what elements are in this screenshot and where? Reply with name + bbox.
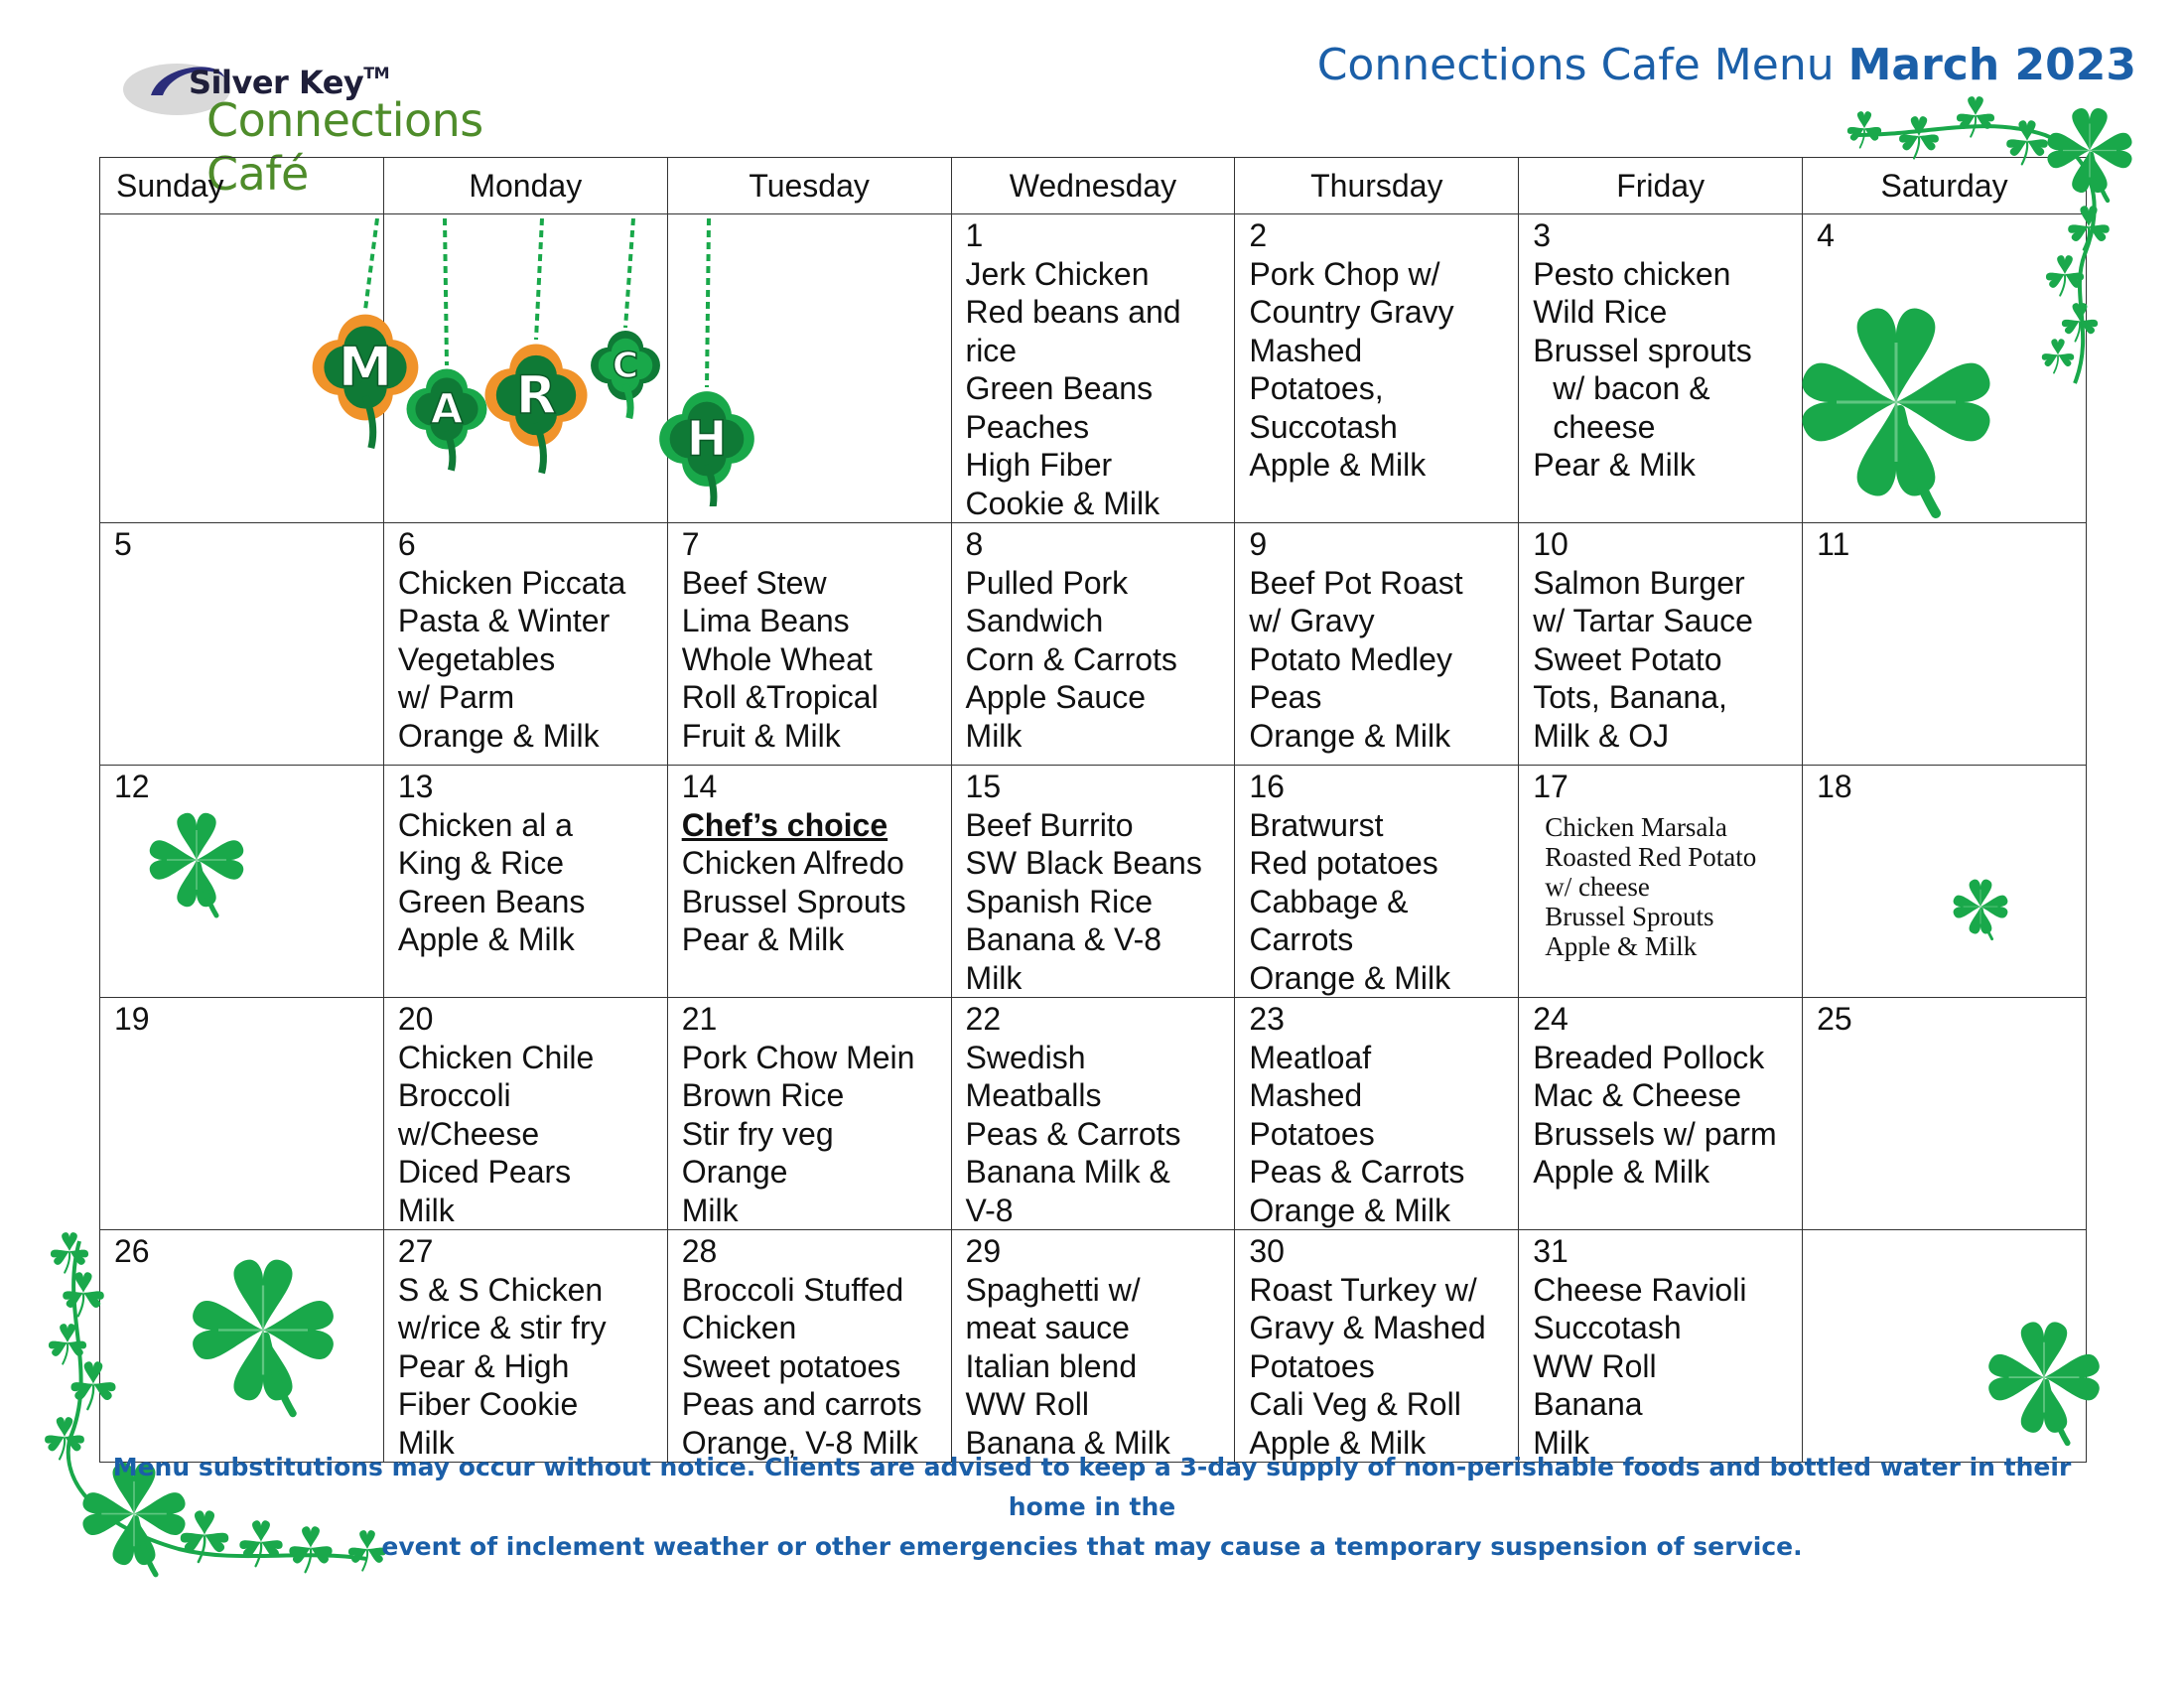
weekday-header: Monday (383, 158, 667, 214)
menu-item: Brussel Sprouts (1545, 901, 1714, 931)
menu-item: Whole Wheat (681, 640, 873, 677)
menu-item: Bratwurst (1249, 806, 1384, 843)
menu-item: Brussel sprouts (1533, 332, 1752, 368)
menu-item: V-8 (965, 1192, 1014, 1228)
day-cell (951, 523, 1235, 766)
logo-name: Connections Café (206, 93, 483, 201)
menu-item: Lima Beans (681, 603, 850, 638)
day-number: 28 (681, 1233, 718, 1269)
day-number: 13 (397, 769, 434, 804)
menu-item: Sweet Potato (1533, 640, 1722, 677)
banner-letter: A (430, 384, 464, 434)
menu-item: Sandwich (965, 603, 1104, 638)
menu-item: Chicken Chile (397, 1039, 595, 1075)
march-hanging-banner (298, 218, 794, 506)
menu-item: w/ Parm (397, 679, 515, 715)
menu-item: Italian blend (965, 1347, 1138, 1384)
menu-item: Succotash (1533, 1310, 1682, 1345)
footer-line: event of inclement weather or other emergencies that may cause a temporary suspension of service. (381, 1532, 1803, 1561)
menu-item: Salmon Burger (1533, 564, 1745, 601)
menu-item: Cali Veg & Roll (1249, 1386, 1461, 1422)
day-cell (383, 766, 667, 998)
menu-item: rice (965, 332, 1018, 368)
day-number: 20 (397, 1001, 434, 1037)
menu-item: cheese (1553, 408, 1656, 445)
day-number: 29 (965, 1233, 1002, 1269)
banner-clover (484, 344, 587, 473)
day-cell (667, 1230, 951, 1463)
banner-letter: M (338, 335, 393, 399)
menu-item: Spanish Rice (965, 883, 1154, 919)
weekday-header: Saturday (1803, 158, 2087, 214)
menu-item: Apple & Milk (397, 921, 575, 957)
menu-item: Milk (965, 959, 1023, 996)
day-cell (951, 766, 1235, 998)
menu-item: Tots, Banana, (1533, 679, 1727, 715)
banner-letter: C (612, 346, 639, 387)
banner-string (707, 218, 709, 387)
day-number: 7 (681, 526, 700, 562)
menu-item: Brussels w/ parm (1533, 1115, 1777, 1152)
day-cell (1235, 523, 1519, 766)
chefs-choice-label: Chef’s choice (681, 806, 888, 843)
week-row (100, 523, 2087, 766)
menu-item: Pesto chicken (1533, 255, 1731, 292)
day-cell (383, 1230, 667, 1463)
menu-item: Cheese Ravioli (1533, 1271, 1747, 1308)
day-number: 10 (1533, 526, 1569, 562)
menu-item: Chicken (681, 1310, 797, 1345)
four-leaf-clover-icon (1952, 878, 2009, 941)
menu-item: Peas & Carrots (965, 1115, 1181, 1152)
menu-item: Brown Rice (681, 1077, 845, 1113)
logo-brand: Silver Key™ (189, 64, 390, 101)
day-cell (1519, 998, 1803, 1230)
menu-item: w/ Tartar Sauce (1533, 603, 1753, 638)
menu-item: Mac & Cheese (1533, 1077, 1742, 1113)
footer-notice (109, 1448, 2075, 1567)
day-number: 18 (1817, 769, 1852, 804)
day-cell (1803, 766, 2087, 998)
menu-item: Diced Pears (397, 1154, 572, 1190)
menu-item: Beef Stew (681, 564, 827, 601)
menu-item: Meatballs (965, 1077, 1102, 1113)
weekday-header: Thursday (1235, 158, 1519, 214)
day-number: 8 (965, 526, 984, 562)
day-number: 5 (114, 526, 132, 562)
day-cell (1235, 998, 1519, 1230)
menu-item: Red beans and (965, 294, 1181, 330)
menu-item: Green Beans (397, 883, 586, 919)
menu-item: Pear & High (397, 1347, 570, 1384)
menu-item: Fiber Cookie (397, 1386, 579, 1422)
menu-item: Banana Milk & (965, 1154, 1170, 1190)
day-number: 2 (1249, 217, 1268, 253)
menu-item: Milk (397, 1192, 455, 1228)
day-number: 9 (1249, 526, 1268, 562)
week-row (100, 766, 2087, 998)
day-cell (1235, 1230, 1519, 1463)
menu-item: Brussel Sprouts (681, 883, 906, 919)
menu-item: Milk (681, 1192, 739, 1228)
menu-item: Sweet potatoes (681, 1347, 901, 1384)
weekday-header: Friday (1519, 158, 1803, 214)
menu-item: Beef Burrito (965, 806, 1134, 843)
menu-item: Orange & Milk (1249, 1192, 1451, 1228)
menu-item: SW Black Beans (965, 845, 1202, 881)
title-prefix: Connections Cafe Menu (1316, 40, 1835, 90)
day-cell (1803, 998, 2087, 1230)
menu-item: Orange (681, 1154, 788, 1190)
day-number: 26 (114, 1233, 150, 1269)
menu-item: Cookie & Milk (965, 485, 1160, 521)
menu-item: Chicken Alfredo (681, 845, 904, 881)
menu-item: Meatloaf (1249, 1039, 1372, 1075)
menu-item: Stir fry veg (681, 1115, 834, 1152)
menu-item: Pear & Milk (681, 921, 845, 957)
menu-item: Apple & Milk (1249, 447, 1427, 483)
menu-item: w/ cheese (1545, 871, 1650, 902)
menu-item: Potatoes (1249, 1347, 1375, 1384)
day-number: 19 (114, 1001, 150, 1037)
four-leaf-clover-icon (1985, 1319, 2103, 1448)
banner-string (536, 218, 542, 340)
day-number: 4 (1817, 217, 1835, 253)
day-cell (951, 214, 1235, 523)
title-month: March 2023 (1847, 40, 2136, 90)
day-number: 16 (1249, 769, 1285, 804)
menu-item: Apple & Milk (1533, 1154, 1710, 1190)
menu-item: Red potatoes (1249, 845, 1438, 881)
banner-clover (591, 331, 660, 418)
menu-item: Spaghetti w/ (965, 1271, 1141, 1308)
four-leaf-clover-icon (147, 810, 246, 919)
menu-item: Chicken al a (397, 806, 573, 843)
day-number: 12 (114, 769, 150, 804)
menu-item: Pulled Pork (965, 564, 1129, 601)
menu-item: Chicken Marsala (1545, 811, 1727, 842)
day-number: 22 (965, 1001, 1002, 1037)
menu-item: High Fiber (965, 447, 1113, 483)
menu-item: Orange, V-8 Milk (681, 1424, 918, 1461)
day-cell (100, 998, 384, 1230)
menu-item: Roll &Tropical (681, 679, 879, 715)
menu-item: Succotash (1249, 408, 1398, 445)
weekday-header: Tuesday (667, 158, 951, 214)
menu-item: Potato Medley (1249, 640, 1452, 677)
day-number: 21 (681, 1001, 718, 1037)
menu-item: Mashed (1249, 1077, 1363, 1113)
day-cell (1235, 766, 1519, 998)
menu-item: Beef Pot Roast (1249, 564, 1463, 601)
menu-item: WW Roll (1533, 1347, 1657, 1384)
day-number: 27 (397, 1233, 434, 1269)
day-cell (1235, 214, 1519, 523)
menu-item: Swedish (965, 1039, 1086, 1075)
menu-item: WW Roll (965, 1386, 1089, 1422)
menu-item: Green Beans (965, 370, 1154, 406)
day-cell (383, 523, 667, 766)
menu-item: w/rice & stir fry (397, 1310, 607, 1345)
day-number: 11 (1817, 526, 1850, 562)
menu-item: Orange & Milk (1249, 959, 1451, 996)
banner-clover (407, 369, 487, 471)
menu-item: Orange & Milk (1249, 717, 1451, 754)
menu-item: Pork Chop w/ (1249, 255, 1440, 292)
week-row (100, 998, 2087, 1230)
menu-item: Chicken Piccata (397, 564, 626, 601)
day-cell (1519, 766, 1803, 998)
day-number: 14 (681, 769, 718, 804)
day-number: 23 (1249, 1001, 1285, 1037)
day-cell (667, 523, 951, 766)
day-number: 6 (397, 526, 416, 562)
day-cell (667, 998, 951, 1230)
day-cell (667, 766, 951, 998)
day-number: 25 (1817, 1001, 1852, 1037)
day-cell (383, 998, 667, 1230)
footer-line: Menu substitutions may occur without notice. Clients are advised to keep a 3-day supply of non-perishable foods and bottled water in their home in the (112, 1453, 2072, 1521)
menu-item: Peas (1249, 679, 1322, 715)
weekday-header: Wednesday (951, 158, 1235, 214)
day-cell (951, 998, 1235, 1230)
menu-item: Breaded Pollock (1533, 1039, 1765, 1075)
menu-item: Pasta & Winter (397, 603, 611, 638)
menu-item: Pear & Milk (1533, 447, 1696, 483)
menu-item: Milk (397, 1424, 455, 1461)
day-cell (1519, 214, 1803, 523)
menu-item: King & Rice (397, 845, 565, 881)
menu-item: Wild Rice (1533, 294, 1668, 330)
menu-item: Peas & Carrots (1249, 1154, 1465, 1190)
day-cell (1803, 523, 2087, 766)
menu-item: Vegetables (397, 640, 556, 677)
menu-item: Apple Sauce (965, 679, 1146, 715)
weekday-header: Sunday (100, 158, 384, 214)
banner-string (445, 218, 447, 365)
menu-item: Peaches (965, 408, 1090, 445)
menu-item: Broccoli (397, 1077, 511, 1113)
menu-item: Pork Chow Mein (681, 1039, 915, 1075)
menu-item: Milk (1533, 1424, 1590, 1461)
banner-clover (313, 315, 419, 449)
menu-item: Roasted Red Potato (1545, 841, 1757, 872)
menu-item: Banana & V-8 (965, 921, 1162, 957)
day-number: 30 (1249, 1233, 1285, 1269)
day-number: 15 (965, 769, 1002, 804)
menu-item: Apple & Milk (1249, 1424, 1427, 1461)
menu-item: Peas and carrots (681, 1386, 922, 1422)
menu-item: Milk (965, 717, 1023, 754)
menu-item: w/ bacon & (1553, 370, 1710, 406)
day-number: 3 (1533, 217, 1552, 253)
weekday-header-row (100, 158, 2087, 214)
page-title (1317, 40, 2136, 90)
menu-item: meat sauce (965, 1310, 1130, 1345)
menu-item: Banana (1533, 1386, 1643, 1422)
menu-item: Country Gravy (1249, 294, 1454, 330)
menu-item: S & S Chicken (397, 1271, 604, 1308)
banner-letter: R (515, 364, 557, 426)
day-cell (1519, 1230, 1803, 1463)
day-cell (1519, 523, 1803, 766)
day-number: 17 (1533, 769, 1569, 804)
menu-item: Banana & Milk (965, 1424, 1170, 1461)
banner-string (625, 218, 633, 328)
menu-item: w/Cheese (397, 1115, 540, 1152)
menu-item: Apple & Milk (1545, 930, 1698, 961)
pasted-menu-note (1533, 812, 1792, 961)
menu-item: Potatoes (1249, 1115, 1375, 1152)
menu-item: Cabbage & (1249, 883, 1409, 919)
banner-string (365, 218, 377, 310)
menu-item: Roast Turkey w/ (1249, 1271, 1477, 1308)
menu-item: Fruit & Milk (681, 717, 841, 754)
shamrock-vine-top-right (1846, 95, 2144, 393)
menu-item: Mashed (1249, 332, 1363, 368)
banner-letter: H (686, 410, 728, 468)
day-number: 1 (965, 217, 984, 253)
day-number: 31 (1533, 1233, 1569, 1269)
menu-item: w/ Gravy (1249, 603, 1375, 638)
day-cell (951, 1230, 1235, 1463)
menu-item: Milk & OJ (1533, 717, 1670, 754)
day-number: 24 (1533, 1001, 1569, 1037)
day-cell (100, 523, 384, 766)
menu-item: Gravy & Mashed (1249, 1310, 1486, 1345)
menu-item: Potatoes, (1249, 370, 1384, 406)
menu-item: Carrots (1249, 921, 1354, 957)
menu-item: Jerk Chicken (965, 255, 1150, 292)
menu-item: Corn & Carrots (965, 640, 1177, 677)
menu-item: Orange & Milk (397, 717, 600, 754)
menu-item: Broccoli Stuffed (681, 1271, 904, 1308)
banner-clover (659, 391, 754, 506)
